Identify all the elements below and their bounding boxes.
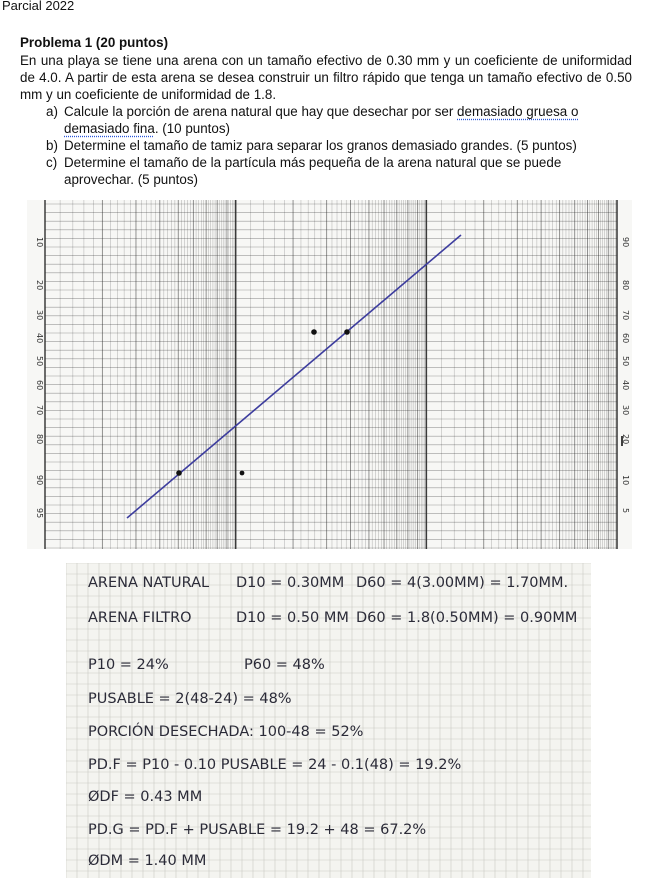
question-list — [20, 103, 632, 188]
notes-label-natural: ARENA NATURAL — [88, 575, 210, 591]
data-point — [240, 471, 245, 476]
problem-intro: En una playa se tiene una arena con un tamaño efectivo de 0.30 mm y un coeficiente de uniformidad de 4.0. A partir de esta arena se desea construir un filtro rápido que tenga un tamaño efectivo de 0.50 mm y un coeficiente de uniformidad de 1.8. — [20, 53, 632, 102]
question-text — [64, 103, 632, 137]
question-letter: b) — [46, 138, 58, 153]
left-scale-label: 80 — [35, 434, 44, 445]
notes-phi-df: ØDF = 0.43 MM — [88, 789, 203, 805]
question-text: Determine el tamaño de tamiz para separar los granos demasiado grandes. (5 puntos) — [64, 138, 577, 153]
left-scale-label: 50 — [35, 356, 44, 367]
problem-title: Problema 1 (20 puntos) — [20, 35, 169, 50]
right-scale-label: 80 — [621, 280, 630, 291]
question-text: Determine el tamaño de la partícula más pequeña de la arena natural que se puede aprovechar. (5 puntos) — [64, 155, 562, 187]
right-scale-label: 60 — [621, 333, 630, 344]
question-a — [20, 103, 632, 137]
data-point — [344, 329, 350, 335]
left-scale-label: 60 — [35, 380, 44, 391]
left-scale-label: 70 — [35, 405, 44, 416]
left-scale-label: 95 — [35, 508, 44, 519]
problem-statement — [20, 34, 632, 188]
exam-header: Parcial 2022 — [2, 0, 75, 13]
right-scale-label: 10 — [621, 475, 630, 486]
notes-d60-natural: D60 = 4(3.00MM) = 1.70MM. — [356, 575, 569, 591]
notes-d10-natural: D10 = 0.30MM — [236, 575, 345, 591]
right-scale-label: 5 — [621, 508, 630, 514]
notes-pdg: PD.G = PD.F + PUSABLE = 19.2 + 48 = 67.2% — [88, 822, 427, 838]
question-letter: c) — [46, 155, 58, 170]
notes-porcion-desechada: PORCIÓN DESECHADA: 100-48 = 52% — [88, 724, 364, 740]
notes-phi-dm: ØDM = 1.40 MM — [88, 853, 207, 869]
question-text-part: . (10 puntos) — [154, 121, 231, 136]
right-scale-label: 40 — [621, 380, 630, 391]
notes-p60: P60 = 48% — [244, 657, 325, 673]
right-scale-label: 30 — [621, 405, 630, 416]
question-letter: a) — [46, 104, 58, 119]
left-scale-label: 90 — [35, 475, 44, 486]
notes-d10-filtro: D10 = 0.50 MM — [236, 610, 349, 626]
left-scale-label: 20 — [35, 280, 44, 291]
left-scale-label: 30 — [35, 310, 44, 321]
left-scale-label: 10 — [35, 237, 44, 248]
question-b — [20, 137, 632, 154]
notes-label-filtro: ARENA FILTRO — [88, 610, 192, 626]
data-point — [176, 470, 182, 476]
data-point — [311, 329, 317, 335]
grain-size-graph — [27, 200, 632, 549]
right-scale-label: 50 — [621, 356, 630, 367]
question-text-part: Calcule la porción de arena natural que hay que desechar por ser — [64, 104, 458, 119]
handwritten-notes — [66, 563, 591, 878]
notes-pdf: PD.F = P10 - 0.10 PUSABLE = 24 - 0.1(48) = 19.2% — [88, 757, 462, 773]
notes-d60-filtro: D60 = 1.8(0.50MM) = 0.90MM — [356, 610, 578, 626]
spellcheck-underline: demasiado gruesa o demasiado fina — [64, 104, 579, 136]
right-scale-label: 70 — [621, 310, 630, 321]
right-scale-label: 90 — [621, 237, 630, 248]
left-scale-label: 40 — [35, 333, 44, 344]
right-scale-label: 20 — [621, 434, 630, 445]
notes-p10: P10 = 24% — [88, 657, 169, 673]
notes-pusable: PUSABLE = 2(48-24) = 48% — [88, 691, 292, 707]
question-c — [20, 154, 632, 188]
